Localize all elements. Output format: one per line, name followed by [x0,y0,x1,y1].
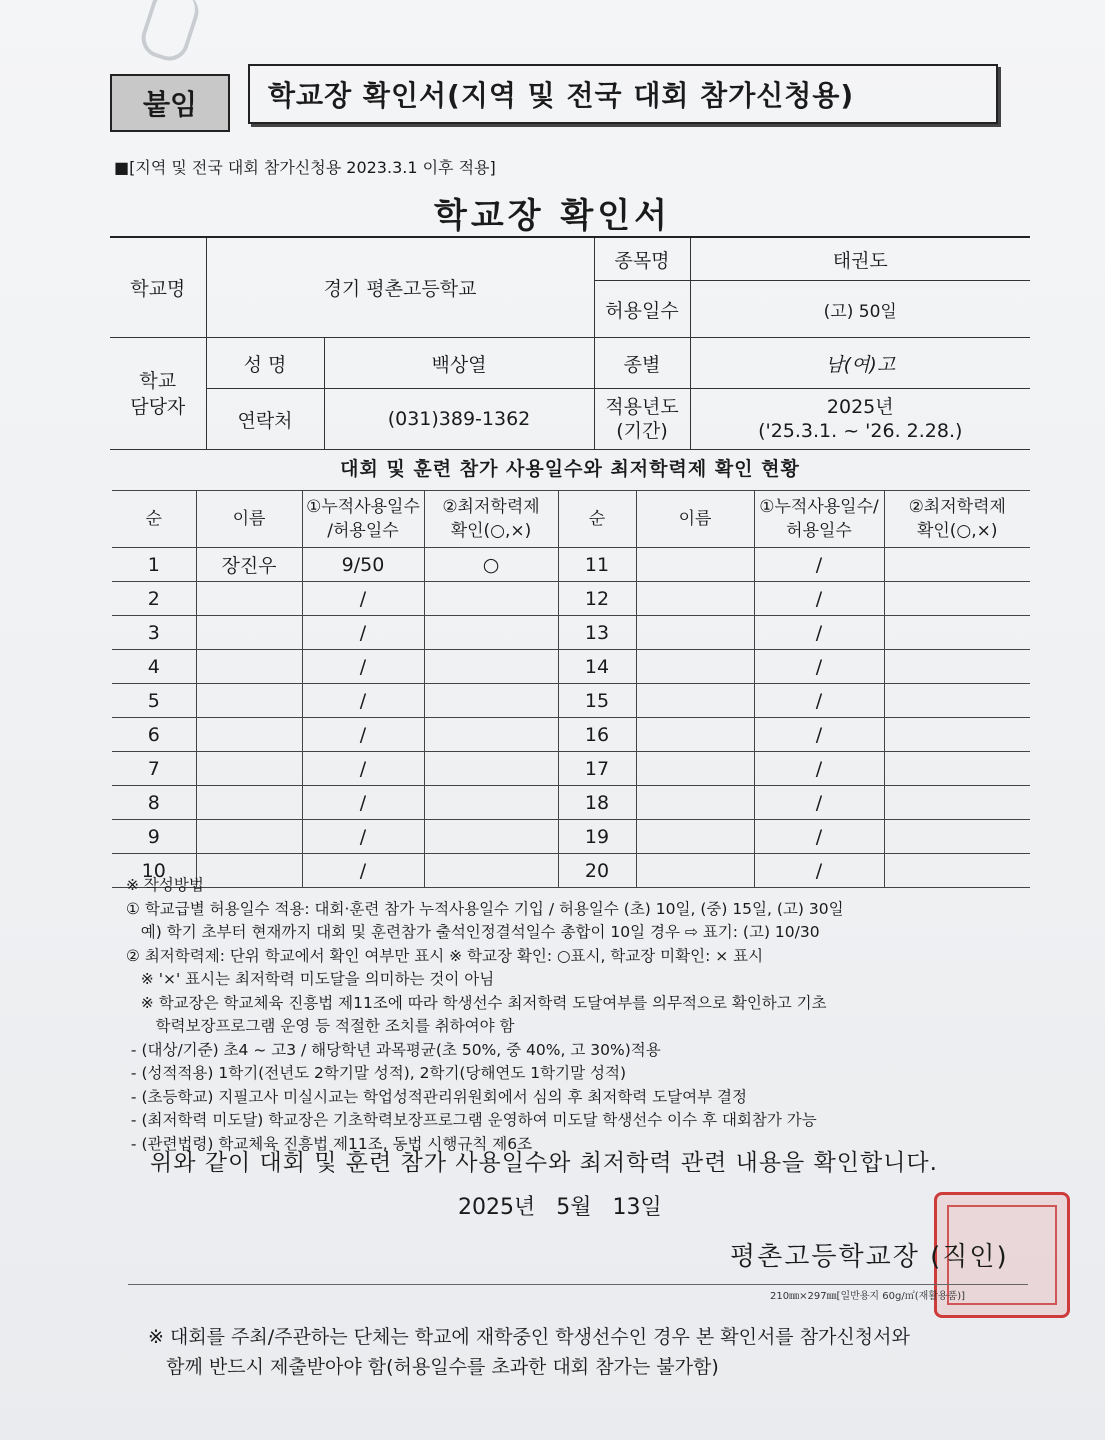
row-no: 3 [112,616,196,650]
row-check [424,616,558,650]
row-no: 7 [112,752,196,786]
note-line: - (최저학력 미도달) 학교장은 기초학력보장프로그램 운영하여 미도달 학생선수 이수 후 대회참가 가능 [126,1111,817,1129]
allowed-days-label: 허용일수 [594,281,690,338]
row-name [196,820,302,854]
row-days: / [302,582,424,616]
note-line: - (성적적용) 1학기(전년도 2학기말 성적), 2학기(당해연도 1학기말 성적) [126,1064,626,1082]
row-name [196,752,302,786]
note-heading: ※ 작성방법 [126,876,204,894]
table-row [112,616,1030,650]
row-name [196,684,302,718]
row-days-right: / [754,752,884,786]
participation-table [112,490,1030,888]
header-days-right: ①누적사용일수/ 허용일수 [754,491,884,548]
row-check-right [884,616,1030,650]
row-days-right: / [754,854,884,888]
attachment-label: 붙임 [110,74,230,132]
row-check-right [884,752,1030,786]
paper-spec: 210㎜×297㎜[일반용지 60g/㎡(재활용품)] [770,1291,966,1302]
row-name-right [636,718,754,752]
applicability-note: ■[지역 및 전국 대회 참가신청용 2023.3.1 이후 적용] [114,158,496,177]
row-check-right [884,786,1030,820]
row-days-right: / [754,616,884,650]
table-row [112,582,1030,616]
note-line: ※ 학교장은 학교체육 진흥법 제11조에 따라 학생선수 최저학력 도달여부를 의무적으로 확인하고 기초 [126,993,827,1012]
row-days: / [302,616,424,650]
row-no-right: 13 [558,616,636,650]
row-days: / [302,854,424,888]
header-min-grade: ②최저학력제 확인(○,×) [424,491,558,548]
table-row [112,820,1030,854]
row-check [424,820,558,854]
row-name-right [636,786,754,820]
note-line: ② 최저학력제: 단위 학교에서 확인 여부만 표시 ※ 학교장 확인: ○표시, 학교장 미확인: × 표시 [126,946,764,965]
row-no-right: 14 [558,650,636,684]
note-line: 학력보장프로그램 운영 등 적절한 조치를 취하여야 함 [126,1017,515,1035]
row-no: 2 [112,582,196,616]
footer-note [148,1322,1048,1382]
header-name: 이름 [196,491,302,548]
row-no-right: 17 [558,752,636,786]
row-no-right: 19 [558,820,636,854]
type-value: 남(여)고 [690,338,1030,389]
info-table [110,236,1030,450]
row-days-right: / [754,786,884,820]
row-no-right: 16 [558,718,636,752]
row-check [424,718,558,752]
footer-note-line: 함께 반드시 제출받아야 함(허용일수를 초과한 대회 참가는 불가함) [148,1356,719,1378]
row-days-right: / [754,582,884,616]
row-check [424,650,558,684]
row-days: / [302,820,424,854]
status-title: 대회 및 훈련 참가 사용일수와 최저학력제 확인 현황 [340,458,800,480]
table-row [112,684,1030,718]
row-check-right [884,684,1030,718]
instructions [126,874,1046,1156]
table-row [112,650,1030,684]
contact-person-label: 학교 담당자 [110,338,206,450]
note-line: 예) 학기 초부터 현재까지 대회 및 훈련참가 출석인정결석일수 총합이 10일 경우 ⇨ 표기: (고) 10/30 [126,923,820,941]
row-days-right: / [754,684,884,718]
footer-note-line: ※ 대회를 주최/주관하는 단체는 학교에 재학중인 학생선수인 경우 본 확인서를 참가신청서와 [148,1326,910,1348]
confirmation-statement: 위와 같이 대회 및 훈련 참가 사용일수와 최저학력 관련 내용을 확인합니다. [150,1150,938,1176]
note-line: ※ '×' 표시는 최저학력 미도달을 의미하는 것이 아님 [126,970,495,988]
row-check [424,582,558,616]
event-label: 종목명 [594,237,690,281]
header-min-grade-right: ②최저학력제 확인(○,×) [884,491,1030,548]
row-check-right [884,718,1030,752]
row-no: 8 [112,786,196,820]
table-row [112,752,1030,786]
row-days-right: / [754,548,884,582]
apply-period-value: ('25.3.1. ~ '26. 2.28.) [758,420,963,442]
row-days: / [302,684,424,718]
paper-clip [136,0,203,66]
row-name-right [636,650,754,684]
date-year: 2025년 [458,1195,536,1220]
date-month: 5월 [556,1195,592,1220]
note-line: - (초등학교) 지필고사 미실시교는 학업성적관리위원회에서 심의 후 최저학력 도달여부 결정 [126,1087,747,1106]
table-header-row [112,491,1030,548]
row-check [424,786,558,820]
row-no: 10 [112,854,196,888]
row-days-right: / [754,650,884,684]
note-line: - (관련법령) 학교체육 진흥법 제11조, 동법 시행규칙 제6조 [126,1134,533,1153]
row-check: ○ [424,548,558,582]
row-no-right: 15 [558,684,636,718]
note-line: ① 학교급별 허용일수 적용: 대회·훈련 참가 누적사용일수 기입 / 허용일수 (초) 10일, (중) 15일, (고) 30일 [126,899,844,918]
row-check-right [884,820,1030,854]
header-days: ①누적사용일수 /허용일수 [302,491,424,548]
row-no-right: 11 [558,548,636,582]
principal-signature: 평촌고등학교장 (직인) [730,1242,1009,1272]
header-no: 순 [112,491,196,548]
row-check [424,684,558,718]
row-no: 6 [112,718,196,752]
school-label: 학교명 [110,237,206,338]
row-name-right [636,548,754,582]
date-day: 13일 [612,1195,662,1220]
issue-date [458,1190,662,1221]
row-name-right [636,820,754,854]
row-name [196,650,302,684]
row-days-right: / [754,820,884,854]
row-name [196,786,302,820]
row-days: 9/50 [302,548,424,582]
table-row [112,786,1030,820]
row-name [196,718,302,752]
apply-year-label: 적용년도 (기간) [594,389,690,450]
row-days: / [302,650,424,684]
apply-year-value: 2025년 [826,396,894,418]
note-line: - (대상/기준) 초4 ~ 고3 / 해당학년 과목평균(초 50%, 중 40%, 고 30%)적용 [126,1040,661,1059]
header-name-right: 이름 [636,491,754,548]
school-value: 경기 평촌고등학교 [206,237,594,338]
row-no-right: 12 [558,582,636,616]
table-row [112,718,1030,752]
row-days: / [302,786,424,820]
name-label: 성 명 [206,338,324,389]
type-label: 종별 [594,338,690,389]
header-title: 학교장 확인서(지역 및 전국 대회 참가신청용) [248,64,998,124]
row-name-right [636,684,754,718]
event-value: 태권도 [690,237,1030,281]
row-days: / [302,752,424,786]
name-value: 백상열 [324,338,594,389]
row-name: 장진우 [196,548,302,582]
row-no: 1 [112,548,196,582]
row-days: / [302,718,424,752]
row-name-right [636,752,754,786]
table-row [112,548,1030,582]
row-no-right: 18 [558,786,636,820]
document-title: 학교장 확인서 [434,196,671,236]
divider [128,1284,1028,1285]
phone-label: 연락처 [206,389,324,450]
row-name-right [636,582,754,616]
row-days-right: / [754,718,884,752]
row-check-right [884,548,1030,582]
row-check-right [884,650,1030,684]
row-name [196,616,302,650]
row-no: 4 [112,650,196,684]
apply-year-cell [690,389,1030,450]
allowed-days-value: (고) 50일 [690,281,1030,338]
row-name [196,582,302,616]
row-no: 9 [112,820,196,854]
row-check [424,752,558,786]
phone-value: (031)389-1362 [324,389,594,450]
row-no: 5 [112,684,196,718]
row-no-right: 20 [558,854,636,888]
row-name-right [636,616,754,650]
header-no-right: 순 [558,491,636,548]
row-check-right [884,582,1030,616]
